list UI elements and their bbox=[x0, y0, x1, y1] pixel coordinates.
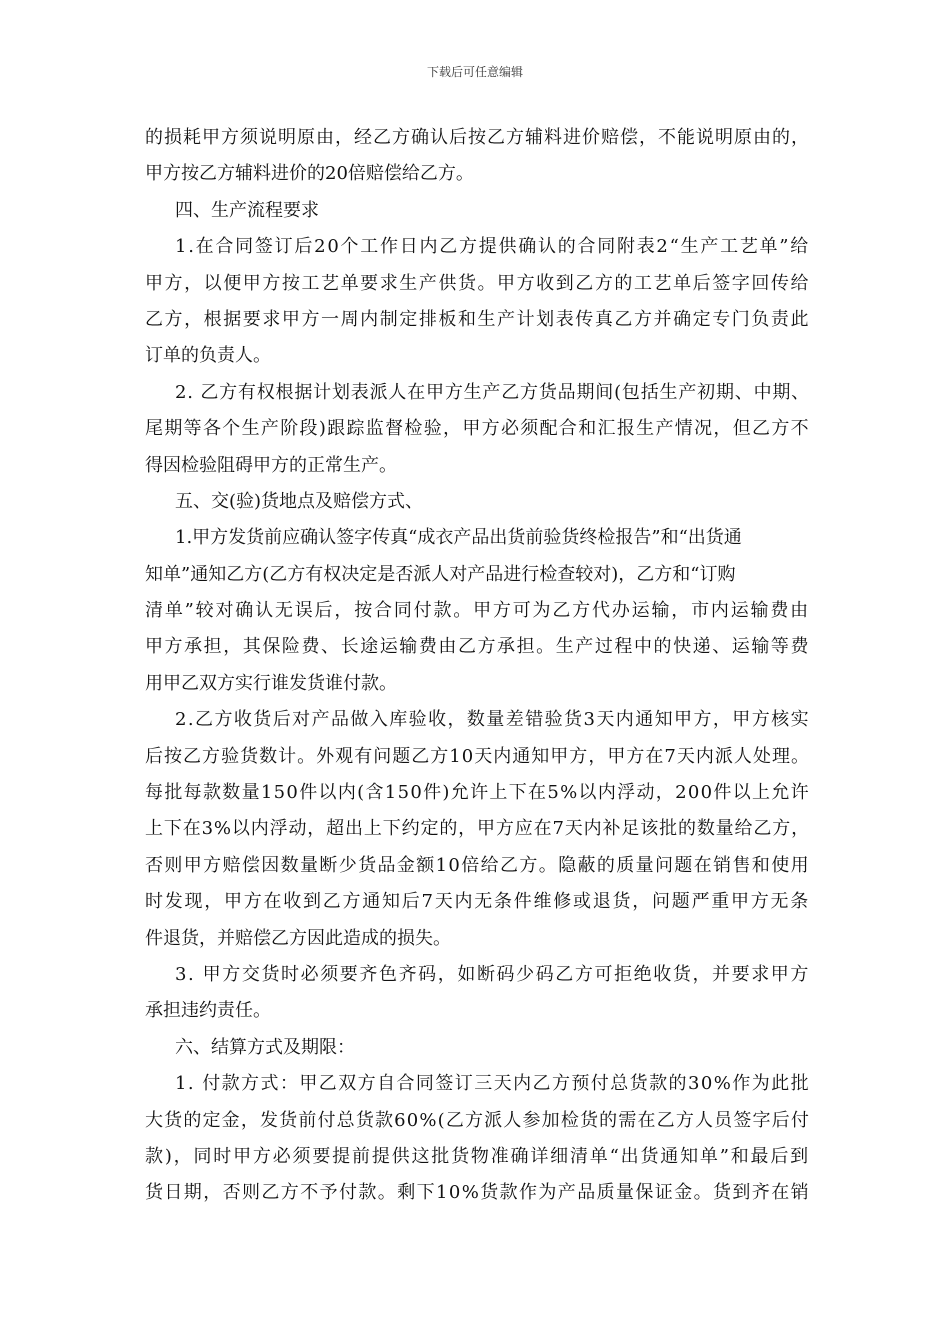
text-line: 每批每款数量150件以内(含150件)允许上下在5%以内浮动，200件以上允许 bbox=[145, 782, 810, 804]
text-line: 件退货，并赔偿乙方因此造成的损失。 bbox=[145, 927, 451, 949]
text-line: 五、交(验)货地点及赔偿方式、 bbox=[175, 490, 424, 512]
text-line: 上下在3%以内浮动，超出上下约定的，甲方应在7天内补足该批的数量给乙方， bbox=[145, 818, 810, 840]
text-line: 大货的定金，发货前付总货款60%(乙方派人参加检货的需在乙方人员签字后付 bbox=[145, 1109, 810, 1131]
text-line: 甲方，以便甲方按工艺单要求生产供货。甲方收到乙方的工艺单后签字回传给 bbox=[145, 272, 810, 294]
text-line: 款)，同时甲方必须要提前提供这批货物准确详细清单“出货通知单”和最后到 bbox=[145, 1145, 810, 1167]
text-line: 2.乙方收货后对产品做入库验收，数量差错验货3天内通知甲方，甲方核实 bbox=[175, 709, 810, 731]
text-line: 后按乙方验货数计。外观有问题乙方10天内通知甲方，甲方在7天内派人处理。 bbox=[145, 745, 810, 767]
text-line: 的损耗甲方须说明原由，经乙方确认后按乙方辅料进价赔偿，不能说明原由的， bbox=[145, 127, 810, 148]
text-line: 四、生产流程要求 bbox=[175, 199, 319, 221]
text-line: 甲方按乙方辅料进价的20倍赔偿给乙方。 bbox=[145, 163, 474, 185]
text-line: 3. 甲方交货时必须要齐色齐码，如断码少码乙方可拒绝收货，并要求甲方 bbox=[175, 963, 810, 985]
text-line: 否则甲方赔偿因数量断少货品金额10倍给乙方。隐蔽的质量问题在销售和使用 bbox=[145, 854, 810, 876]
text-line: 用甲乙双方实行谁发货谁付款。 bbox=[145, 672, 397, 694]
document-body bbox=[145, 120, 810, 1212]
text-line: 六、结算方式及期限： bbox=[175, 1036, 355, 1058]
text-line: 甲方承担，其保险费、长途运输费由乙方承担。生产过程中的快递、运输等费 bbox=[145, 636, 810, 658]
text-line: 时发现，甲方在收到乙方通知后7天内无条件维修或退货，问题严重甲方无条 bbox=[145, 891, 810, 913]
text-line: 清单”较对确认无误后，按合同付款。甲方可为乙方代办运输，市内运输费由 bbox=[145, 600, 810, 622]
text-line: 货日期，否则乙方不予付款。剩下10%货款作为产品质量保证金。货到齐在销 bbox=[145, 1182, 810, 1204]
text-line: 1.甲方发货前应确认签字传真“成衣产品出货前验货终检报告”和“出货通 bbox=[175, 527, 742, 549]
text-line: 1. 付款方式：甲乙双方自合同签订三天内乙方预付总货款的30%作为此批 bbox=[175, 1073, 810, 1095]
text-line: 得因检验阻碍甲方的正常生产。 bbox=[145, 454, 397, 476]
text-line: 1.在合同签订后20个工作日内乙方提供确认的合同附表2“生产工艺单”给 bbox=[175, 236, 810, 258]
text-line: 尾期等各个生产阶段)跟踪监督检验，甲方必须配合和汇报生产情况，但乙方不 bbox=[145, 418, 810, 440]
text-line: 乙方，根据要求甲方一周内制定排板和生产计划表传真乙方并确定专门负责此 bbox=[145, 308, 810, 330]
text-line: 承担违约责任。 bbox=[145, 1000, 271, 1022]
page-header: 下载后可任意编辑 bbox=[426, 65, 523, 79]
text-line: 2. 乙方有权根据计划表派人在甲方生产乙方货品期间(包括生产初期、中期、 bbox=[175, 381, 810, 403]
text-line: 订单的负责人。 bbox=[145, 345, 271, 367]
text-line: 知单”通知乙方(乙方有权决定是否派人对产品进行检查较对)，乙方和“订购 bbox=[145, 563, 736, 585]
